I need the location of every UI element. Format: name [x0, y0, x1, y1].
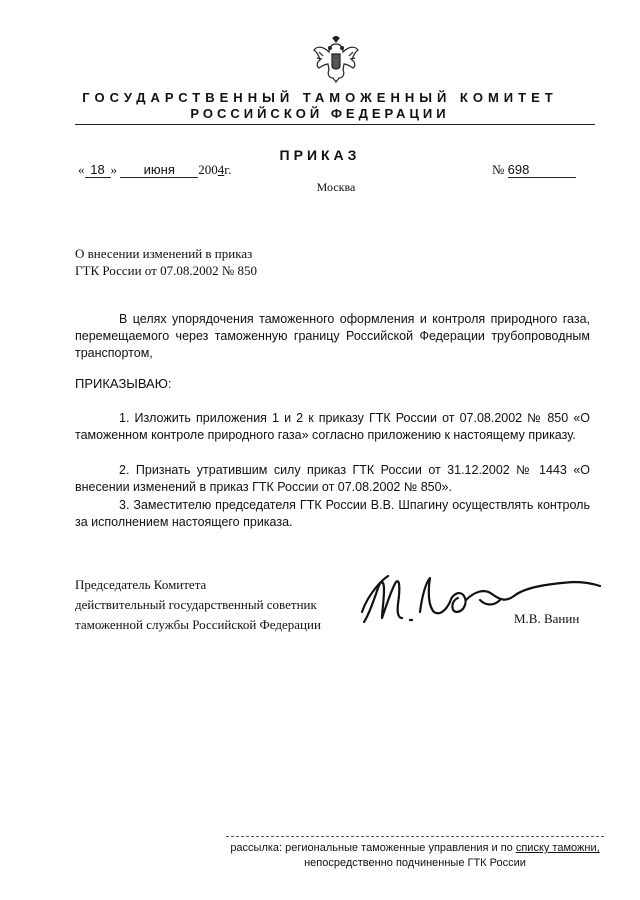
- distribution-list: [226, 841, 604, 871]
- number-label: №: [492, 162, 505, 177]
- signatory-title-line: действительный государственный советник: [75, 597, 317, 612]
- date-year-suffix: г.: [224, 162, 232, 177]
- order-date: [78, 162, 231, 178]
- number-value: 698: [508, 162, 576, 178]
- organization-name: ГОСУДАРСТВЕННЫЙ ТАМОЖЕННЫЙ КОМИТЕТ: [82, 90, 558, 105]
- date-year-prefix: 200: [198, 162, 218, 177]
- header-rule: [75, 124, 595, 125]
- order-item: 2. Признать утратившим силу приказ ГТК России от 31.12.2002 № 1443 «О внесении изменений в приказ ГТК России от 07.08.2002 № 850».: [75, 463, 590, 494]
- organization-country: РОССИЙСКОЙ ФЕДЕРАЦИИ: [190, 106, 450, 121]
- distribution-link: списку таможни,: [515, 842, 600, 854]
- order-directive: ПРИКАЗЫВАЮ:: [75, 376, 172, 391]
- distribution-line: непосредственно подчиненные ГТК России: [304, 857, 526, 869]
- order-number: [492, 162, 576, 178]
- date-year-digit: 4: [217, 162, 225, 177]
- date-month: июня: [120, 162, 198, 178]
- date-open-quote: «: [78, 162, 85, 177]
- distribution-prefix: рассылка: региональные таможенные управления и по: [230, 842, 516, 854]
- document-subject: [75, 245, 257, 279]
- signatory-title-line: таможенной службы Российской Федерации: [75, 617, 321, 632]
- order-item: 3. Заместителю председателя ГТК России В.В. Шпагину осуществлять контроль за исполнением настоящего приказа.: [75, 498, 590, 529]
- city: Москва: [316, 180, 356, 194]
- coat-of-arms-icon: [311, 36, 361, 84]
- date-close-quote: »: [110, 162, 117, 177]
- distribution-rule: [226, 836, 604, 837]
- signatory-title: [75, 575, 321, 635]
- order-item: 1. Изложить приложения 1 и 2 к приказу ГТК России от 07.08.2002 № 850 «О таможенном контроле природного газа» согласно приложению к настоящему приказу.: [75, 411, 590, 442]
- document-type: ПРИКАЗ: [279, 147, 361, 163]
- distribution-line: [226, 841, 604, 856]
- signatory-title-line: Председатель Комитета: [75, 577, 207, 592]
- date-day: 18: [85, 162, 111, 178]
- signatory-name: М.В. Ванин: [514, 611, 580, 626]
- preamble-paragraph: В целях упорядочения таможенного оформления и контроля природного газа, перемещаемого через таможенную границу Российской Федерации трубопроводным транспортом,: [75, 312, 590, 360]
- subject-line: ГТК России от 07.08.2002 № 850: [75, 263, 257, 278]
- subject-line: О внесении изменений в приказ: [75, 246, 253, 261]
